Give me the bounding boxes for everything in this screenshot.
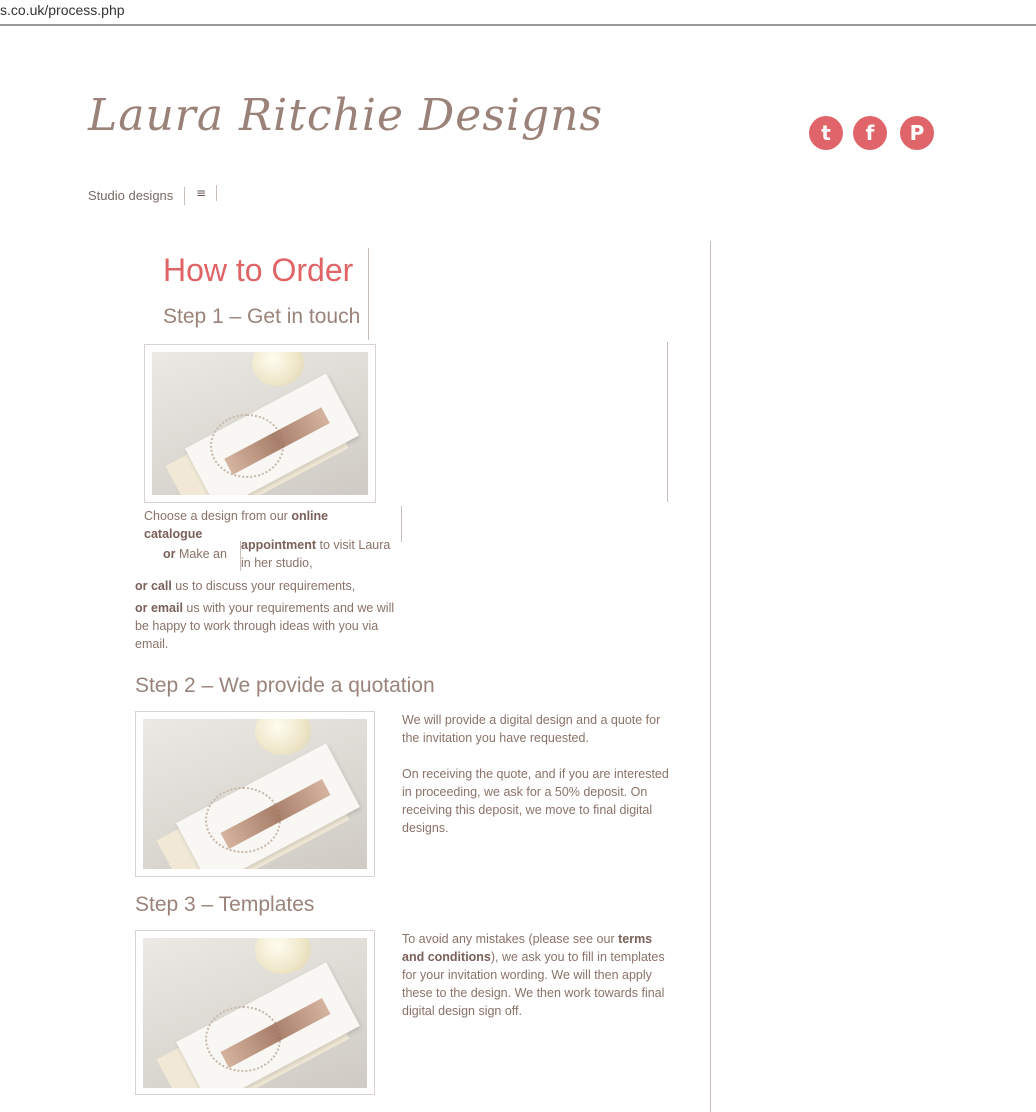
menu-icon[interactable]: ≡: [196, 186, 207, 200]
invitation-photo: [143, 938, 367, 1088]
layout-rule: [368, 248, 369, 340]
step2-deposit-text: On receiving the quote, and if you are interested in proceeding, we ask for a 50% deposit. On receiving this deposit, we move to final digital designs.: [402, 767, 669, 835]
appointment-link[interactable]: appointment: [241, 538, 316, 552]
call-link[interactable]: or call: [135, 579, 172, 593]
step2-photo-frame: [135, 711, 375, 877]
step1-photo-frame: [144, 344, 376, 503]
layout-rule: [667, 342, 668, 502]
step1-appointment-text: appointment to visit Laura in her studio,: [241, 538, 391, 570]
nav-studio-designs[interactable]: Studio designs: [88, 188, 174, 203]
step3-photo-frame: [135, 930, 375, 1095]
invitation-photo: [152, 352, 368, 495]
site-logo[interactable]: Laura Ritchie Designs: [88, 90, 604, 141]
page-title: How to Order: [163, 252, 354, 288]
nav-divider: [184, 187, 185, 205]
step1-email-text: or email us with your requirements and we will be happy to work through ideas with you via email.: [135, 601, 395, 651]
address-bar-url[interactable]: s.co.uk/process.php: [0, 2, 125, 18]
terms-link[interactable]: terms and conditions: [402, 932, 653, 964]
online-catalogue-link[interactable]: online catalogue: [144, 509, 329, 541]
pinterest-icon[interactable]: P: [900, 116, 934, 150]
step1-call-text: or call us to discuss your requirements,: [135, 579, 356, 593]
nav-divider: [216, 185, 217, 201]
step2-heading: Step 2 – We provide a quotation: [135, 674, 435, 697]
step2-quote-text: We will provide a digital design and a quote for the invitation you have requested.: [402, 713, 661, 745]
toolbar-divider: [0, 24, 1036, 26]
step1-heading: Step 1 – Get in touch: [163, 305, 361, 328]
step3-heading: Step 3 – Templates: [135, 893, 315, 916]
twitter-icon[interactable]: t: [809, 116, 843, 150]
content-sidebar-divider: [710, 241, 711, 1112]
facebook-icon[interactable]: f: [853, 116, 887, 150]
step1-catalogue-text: Choose a design from our online catalogue: [144, 509, 329, 541]
email-link[interactable]: or email: [135, 601, 183, 615]
step1-make-text: or Make an: [163, 547, 227, 561]
step3-templates-text: To avoid any mistakes (please see our terms and conditions), we ask you to fill in templates for your invitation wording. We will then apply these to the design. We then work towards final digital design sign off.: [402, 932, 665, 1018]
invitation-photo: [143, 719, 367, 869]
address-bar[interactable]: [0, 0, 1036, 22]
